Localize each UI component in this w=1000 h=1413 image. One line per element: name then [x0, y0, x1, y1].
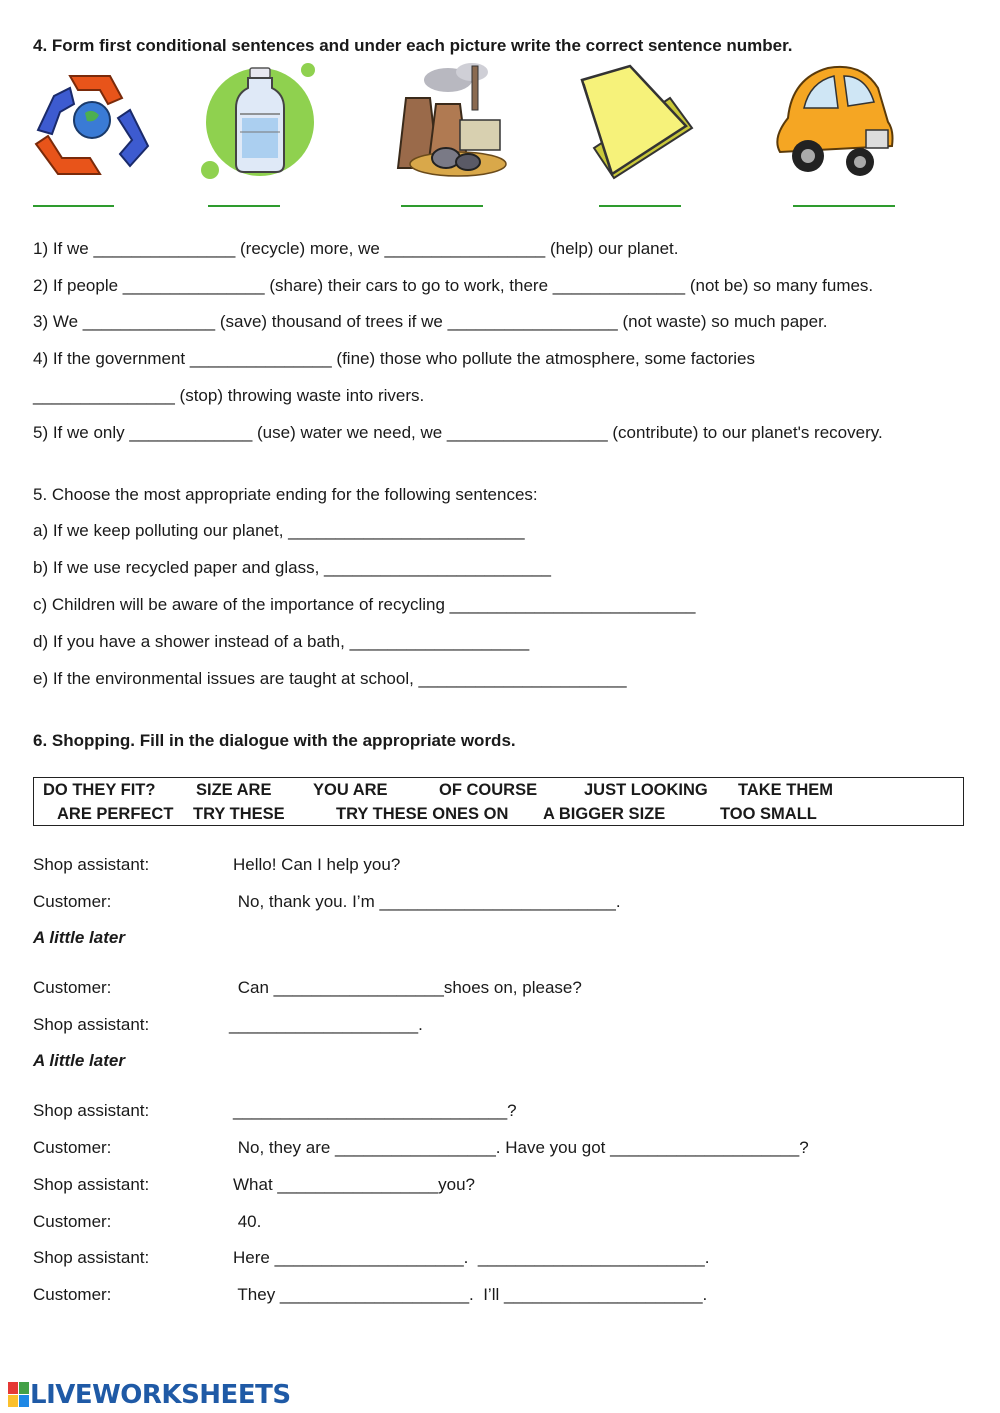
picture-4-answer-blank[interactable]	[599, 205, 681, 207]
word-option: TAKE THEM	[738, 781, 834, 799]
speaker-label: Shop assistant:	[33, 1015, 150, 1034]
speaker-label: Shop assistant:	[33, 1101, 150, 1120]
factory-icon	[388, 58, 512, 182]
ending-d[interactable]: d) If you have a shower instead of a bath, ___________________	[33, 632, 530, 651]
ending-c[interactable]: c) Children will be aware of the importance of recycling __________________________	[33, 595, 696, 614]
speaker-label: Customer:	[33, 892, 112, 911]
word-option: TRY THESE	[193, 805, 285, 823]
section-6-title: 6. Shopping. Fill in the dialogue with the appropriate words.	[33, 731, 516, 750]
ending-b[interactable]: b) If we use recycled paper and glass, ________________________	[33, 558, 551, 577]
water-bottle-icon	[196, 58, 320, 182]
speaker-label: Shop assistant:	[33, 855, 150, 874]
speaker-label: Customer:	[33, 1212, 112, 1231]
sentence-4-continued[interactable]: _______________ (stop) throwing waste into rivers.	[33, 386, 425, 405]
sentence-2[interactable]: 2) If people _______________ (share) their cars to go to work, there ______________ (not be) so many fumes.	[33, 276, 874, 295]
word-option: SIZE ARE	[196, 781, 272, 799]
dialogue-line[interactable]: They ____________________. I’ll _____________________.	[233, 1285, 708, 1304]
dialogue-line[interactable]: No, they are _________________. Have you got ____________________?	[233, 1138, 809, 1157]
notepad-icon	[574, 58, 698, 182]
sentence-1[interactable]: 1) If we _______________ (recycle) more, we _________________ (help) our planet.	[33, 239, 679, 258]
word-option: JUST LOOKING	[584, 781, 708, 799]
ending-a[interactable]: a) If we keep polluting our planet, _________________________	[33, 521, 525, 540]
word-option: ARE PERFECT	[57, 805, 174, 823]
scene-heading: A little later	[33, 1051, 125, 1070]
dialogue-line: Hello! Can I help you?	[233, 855, 401, 874]
sentence-5[interactable]: 5) If we only _____________ (use) water we need, we _________________ (contribute) to our planet's recovery.	[33, 423, 883, 442]
sentence-4[interactable]: 4) If the government _______________ (fine) those who pollute the atmosphere, some factories	[33, 349, 756, 368]
brand-name: LIVEWORKSHEETS	[30, 1380, 291, 1410]
recycle-icon	[30, 58, 154, 182]
dialogue-line[interactable]: Can __________________shoes on, please?	[233, 978, 582, 997]
speaker-label: Shop assistant:	[33, 1248, 150, 1267]
dialogue-line[interactable]: What _________________you?	[233, 1175, 475, 1194]
ending-e[interactable]: e) If the environmental issues are taught at school, ______________________	[33, 669, 627, 688]
speaker-label: Shop assistant:	[33, 1175, 150, 1194]
dialogue-line[interactable]: ____________________.	[229, 1015, 423, 1034]
dialogue-line: 40.	[233, 1212, 262, 1231]
dialogue-line[interactable]: No, thank you. I’m _________________________.	[233, 892, 621, 911]
speaker-label: Customer:	[33, 1285, 112, 1304]
scene-heading: A little later	[33, 928, 125, 947]
dialogue-line[interactable]: Here ____________________. ________________________.	[233, 1248, 710, 1267]
speaker-label: Customer:	[33, 1138, 112, 1157]
section-5-title: 5. Choose the most appropriate ending for the following sentences:	[33, 485, 538, 504]
section-4-title: 4. Form first conditional sentences and under each picture write the correct sentence number.	[33, 36, 793, 55]
logo-icon	[8, 1382, 30, 1408]
picture-5-answer-blank[interactable]	[793, 205, 895, 207]
word-option: OF COURSE	[439, 781, 538, 799]
car-icon	[768, 58, 898, 182]
liveworksheets-logo	[8, 1380, 291, 1410]
picture-3-answer-blank[interactable]	[401, 205, 483, 207]
picture-2-answer-blank[interactable]	[208, 205, 280, 207]
word-option: DO THEY FIT?	[43, 781, 156, 799]
speaker-label: Customer:	[33, 978, 112, 997]
word-option: TRY THESE ONES ON	[336, 805, 509, 823]
word-option: A BIGGER SIZE	[543, 805, 666, 823]
dialogue-line[interactable]: _____________________________?	[233, 1101, 517, 1120]
word-option: YOU ARE	[313, 781, 388, 799]
word-box	[33, 777, 964, 826]
sentence-3[interactable]: 3) We ______________ (save) thousand of trees if we __________________ (not waste) so much paper.	[33, 312, 828, 331]
picture-1-answer-blank[interactable]	[33, 205, 114, 207]
word-option: TOO SMALL	[720, 805, 817, 823]
